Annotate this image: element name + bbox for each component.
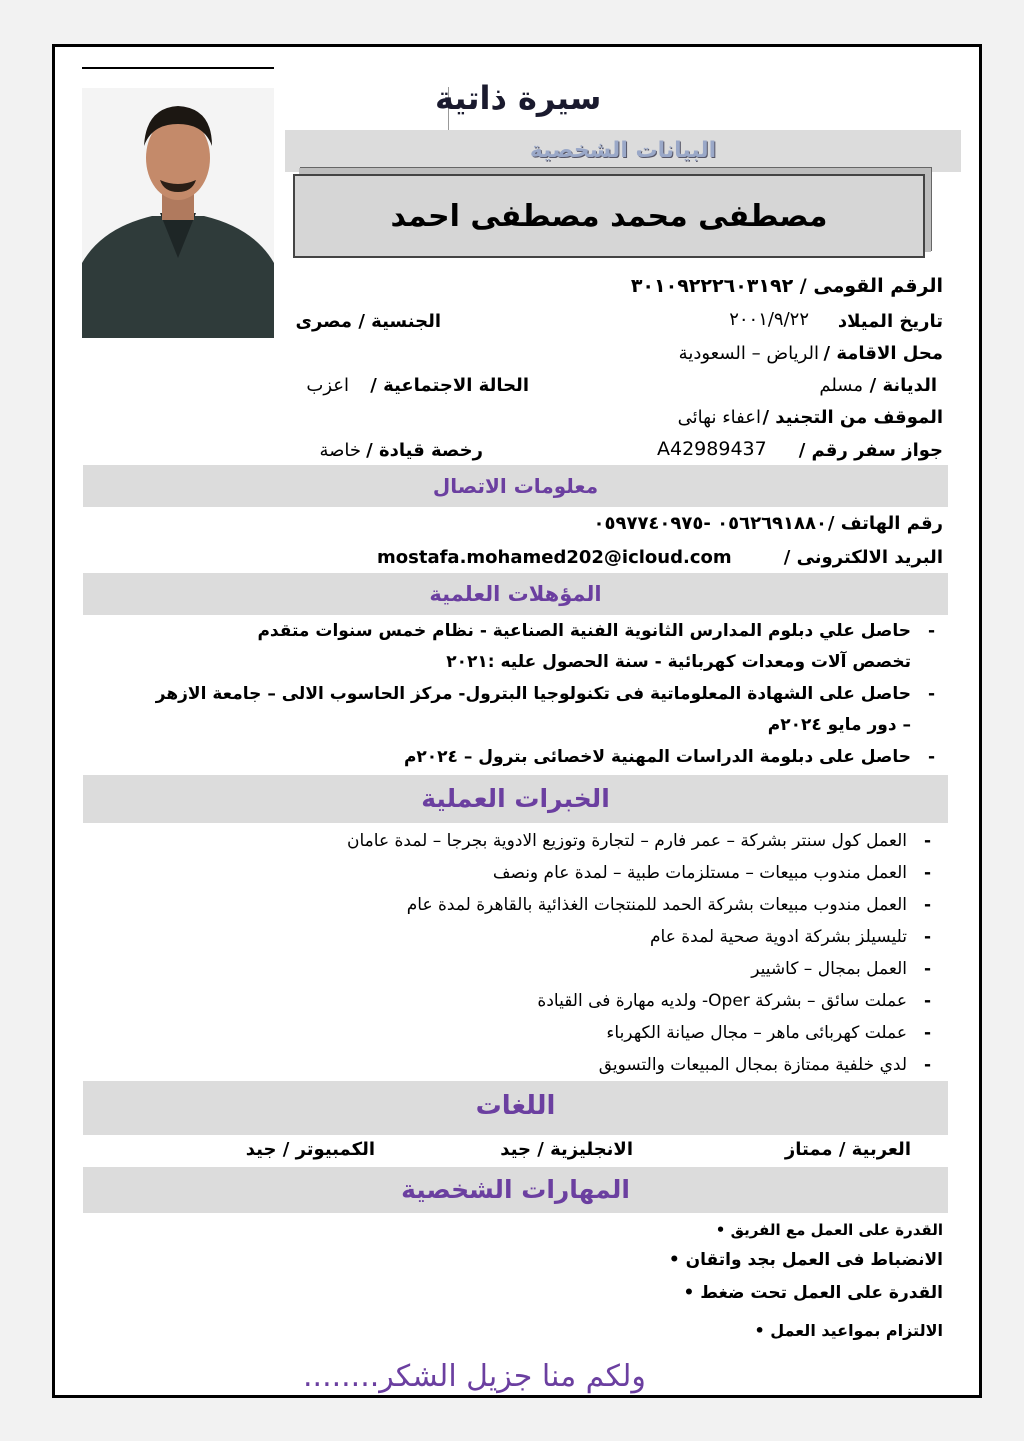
cv-title: سيرة ذاتية xyxy=(435,79,602,117)
contact-section-band xyxy=(83,465,948,507)
cv-page xyxy=(52,44,982,1398)
skills-section-heading: المهارات الشخصية xyxy=(401,1175,630,1204)
experience-item-8: - لدي خلفية ممتازة بمجال المبيعات والتسويق xyxy=(599,1055,907,1075)
closing-thanks: ولكم منا جزيل الشكر........ xyxy=(303,1359,646,1394)
email-label: البريد الالكترونى / xyxy=(783,547,943,568)
military-label: الموقف من التجنيد / xyxy=(762,407,943,428)
experience-item-5: - العمل بمجال – كاشيير xyxy=(751,959,907,979)
qualification-line-3: - حاصل على الشهادة المعلوماتية فى تكنولوجيا البترول- مركز الحاسوب الالى – جامعة الازهر xyxy=(156,684,911,704)
license-label: رخصة قيادة / xyxy=(366,440,483,461)
military-value: اعفاء نهائى xyxy=(677,407,761,428)
skill-item-4: الالتزام بمواعيد العمل • xyxy=(754,1321,943,1340)
personal-section-band xyxy=(285,130,961,172)
marital-label: الحالة الاجتماعية / xyxy=(370,375,529,396)
experience-item-2: - العمل مندوب مبيعات – مستلزمات طبية – لمدة عام ونصف xyxy=(493,863,907,883)
languages-section-band xyxy=(83,1081,948,1135)
phone-value: ٠٥٦٢٦٩١٨٨٠ -٠٥٩٧٧٤٠٩٧٥ xyxy=(593,513,827,534)
experience-section-band xyxy=(83,775,948,823)
full-name: مصطفى محمد مصطفى احمد xyxy=(390,198,828,234)
experience-item-7: - عملت كهربائى ماهر – مجال صيانة الكهرباء xyxy=(606,1023,907,1043)
nationality: الجنسية / مصرى xyxy=(295,311,441,332)
qualifications-section-band xyxy=(83,573,948,615)
contact-section-heading: معلومات الاتصال xyxy=(432,474,599,498)
marital-value: اعزب xyxy=(306,375,349,396)
email-value: mostafa.mohamed202@icloud.com xyxy=(377,547,732,568)
language-arabic: العربية / ممتاز xyxy=(784,1139,911,1160)
experience-item-6: - عملت سائق – بشركة Oper- ولديه مهارة فى القيادة xyxy=(537,991,907,1011)
qualification-line-4: – دور مايو ٢٠٢٤م xyxy=(767,715,911,735)
national-id: الرقم القومى / ٣٠١٠٩٢٢٢٦٠٣١٩٢ xyxy=(630,275,943,297)
language-english: الانجليزية / جيد xyxy=(500,1139,633,1160)
skills-section-band xyxy=(83,1167,948,1213)
qualification-line-2: تخصص آلات ومعدات كهربائية - سنة الحصول عليه :٢٠٢١ xyxy=(446,652,911,672)
religion-value: مسلم xyxy=(819,375,863,396)
experience-item-3: - العمل مندوب مبيعات بشركة الحمد للمنتجات الغذائية بالقاهرة لمدة عام xyxy=(407,895,907,915)
passport-label: جواز سفر رقم / xyxy=(798,440,943,461)
skill-item-3: القدرة على العمل تحت ضغط • xyxy=(683,1283,943,1303)
birth-value: ٢٠٠١/٩/٢٢ xyxy=(729,309,809,330)
skill-item-2: الانضباط فى العمل بجد واتقان • xyxy=(669,1250,943,1270)
passport-value: A42989437 xyxy=(657,438,767,460)
skill-item-1: القدرة على العمل مع الفريق • xyxy=(716,1221,943,1239)
qualifications-section-heading: المؤهلات العلمية xyxy=(429,582,602,606)
top-divider xyxy=(82,67,274,69)
residence-value: الرياض – السعودية xyxy=(678,343,819,364)
skill-computer: الكمبيوتر / جيد xyxy=(245,1139,375,1160)
languages-section-heading: اللغات xyxy=(475,1091,556,1121)
religion-label: الديانة / xyxy=(869,375,937,396)
residence-label: محل الاقامة / xyxy=(823,343,943,364)
experience-section-heading: الخبرات العملية xyxy=(421,784,610,813)
name-box xyxy=(293,174,925,258)
license-value: خاصة xyxy=(319,440,361,461)
profile-photo xyxy=(82,88,274,338)
personal-section-heading: البيانات الشخصية xyxy=(529,138,717,163)
birth-label: تاريخ الميلاد xyxy=(837,311,943,332)
experience-item-4: - تليسيلز بشركة ادوية صحية لمدة عام xyxy=(650,927,907,947)
phone-label: رقم الهاتف / xyxy=(827,513,943,534)
experience-item-1: - العمل كول سنتر بشركة – عمر فارم – لتجارة وتوزيع الادوية بجرجا – لمدة عامان xyxy=(347,831,907,851)
qualification-line-1: - حاصل علي دبلوم المدارس الثانوية الفنية الصناعية - نظام خمس سنوات متقدم xyxy=(257,621,911,641)
qualification-line-5: - حاصل على دبلومة الدراسات المهنية لاخصائى بترول – ٢٠٢٤م xyxy=(404,747,911,767)
